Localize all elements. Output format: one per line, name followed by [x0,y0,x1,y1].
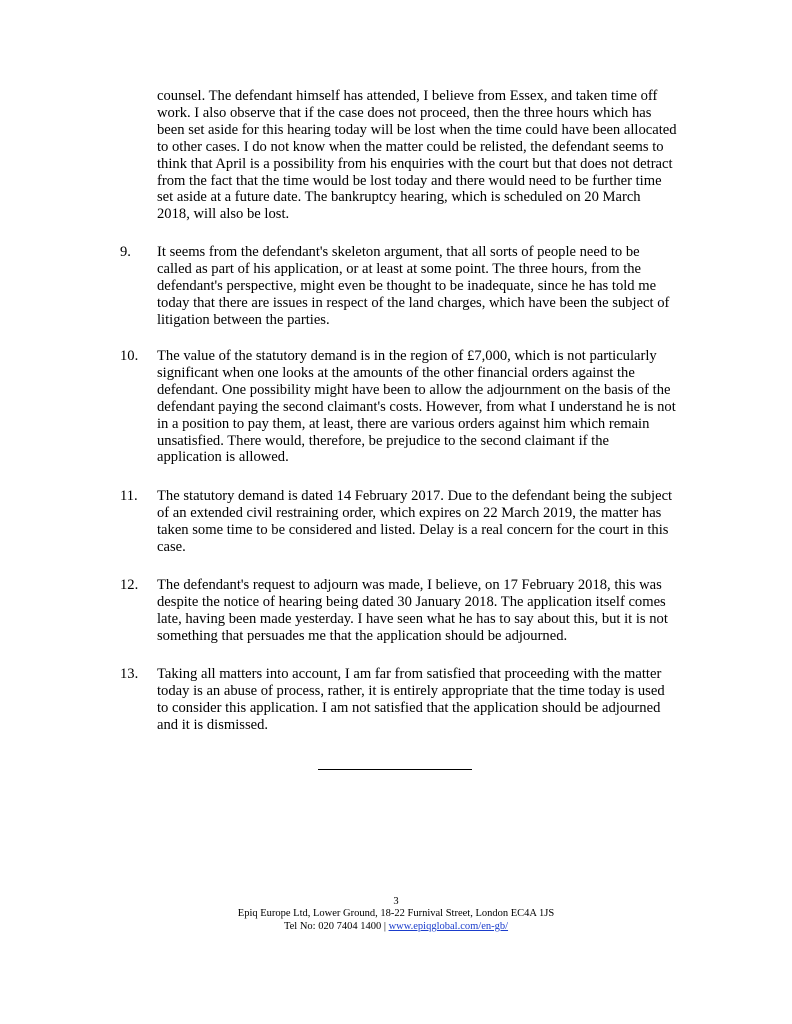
footer-address: Epiq Europe Ltd, Lower Ground, 18-22 Furnival Street, London EC4A 1JS [237,908,555,919]
paragraph-text: The defendant's request to adjourn was made, I believe, on 17 February 2018, this was despite the notice of hearing being dated 30 January 2018. The application itself comes late, having been made yesterday. I have seen what he has to say about this, but it is not something that persuades me that the application should be adjourned. [157,577,668,644]
page-number: 3 [393,896,399,907]
paragraph-10 [120,348,680,466]
paragraph-text: The statutory demand is dated 14 February 2017. Due to the defendant being the subject of an extended civil restraining order, which expires on 22 March 2019, the matter has taken some time to be considered and listed. Delay is a real concern for the court in this case. [157,488,673,555]
paragraph-number: 12. [120,577,139,593]
paragraph-number: 11. [120,488,138,504]
paragraph-number: 13. [120,666,139,682]
paragraph-12 [120,577,680,645]
paragraph-9 [120,244,680,329]
paragraph-text: It seems from the defendant's skeleton argument, that all sorts of people need to be called as part of his application, or at least at some point. The three hours, from the defendant's perspective, might even be thought to be inadequate, since he has told me today that there are issues in respect of the land charges, which have been the subject of litigation between the parties. [157,244,670,328]
footer-contact [0,921,792,933]
end-separator-line [318,769,472,770]
paragraph-text: The value of the statutory demand is in the region of £7,000, which is not particularly significant when one looks at the amounts of the other financial orders against the defendant. One possibility might have been to allow the adjournment on the basis of the defendant paying the second claimant's costs. However, from what I understand he is not in a position to pay them, at least, there are various orders against him which remain unsatisfied. There would, therefore, be prejudice to the second claimant if the application is allowed. [157,348,676,466]
paragraph-11 [120,488,680,556]
footer-tel: Tel No: 020 7404 1400 | [283,921,389,932]
paragraph-text: counsel. The defendant himself has attended, I believe from Essex, and taken time off work. I also observe that if the case does not proceed, then the three hours which has been set aside for this hearing today will be lost when the time could have been allocated to other cases. I do not know when the matter could be relisted, the defendant seems to think that April is a possibility from his enquiries with the court but that does not detract from the fact that the time would be lost today and there would need to be further time set aside at a future date. The bankruptcy hearing, which is scheduled on 20 March 2018, will also be lost. [157,88,677,223]
paragraph-text: Taking all matters into account, I am far from satisfied that proceeding with the matter today is an abuse of process, rather, it is entirely appropriate that the time today is used to consider this application. I am not satisfied that the application should be adjourned and it is dismissed. [157,666,665,733]
paragraph-13 [120,666,680,734]
footer-website-link[interactable]: www.epiqglobal.com/en-gb/ [388,921,509,932]
continuation-paragraph [120,88,680,223]
paragraph-number: 9. [120,244,131,260]
paragraph-number: 10. [120,348,139,364]
